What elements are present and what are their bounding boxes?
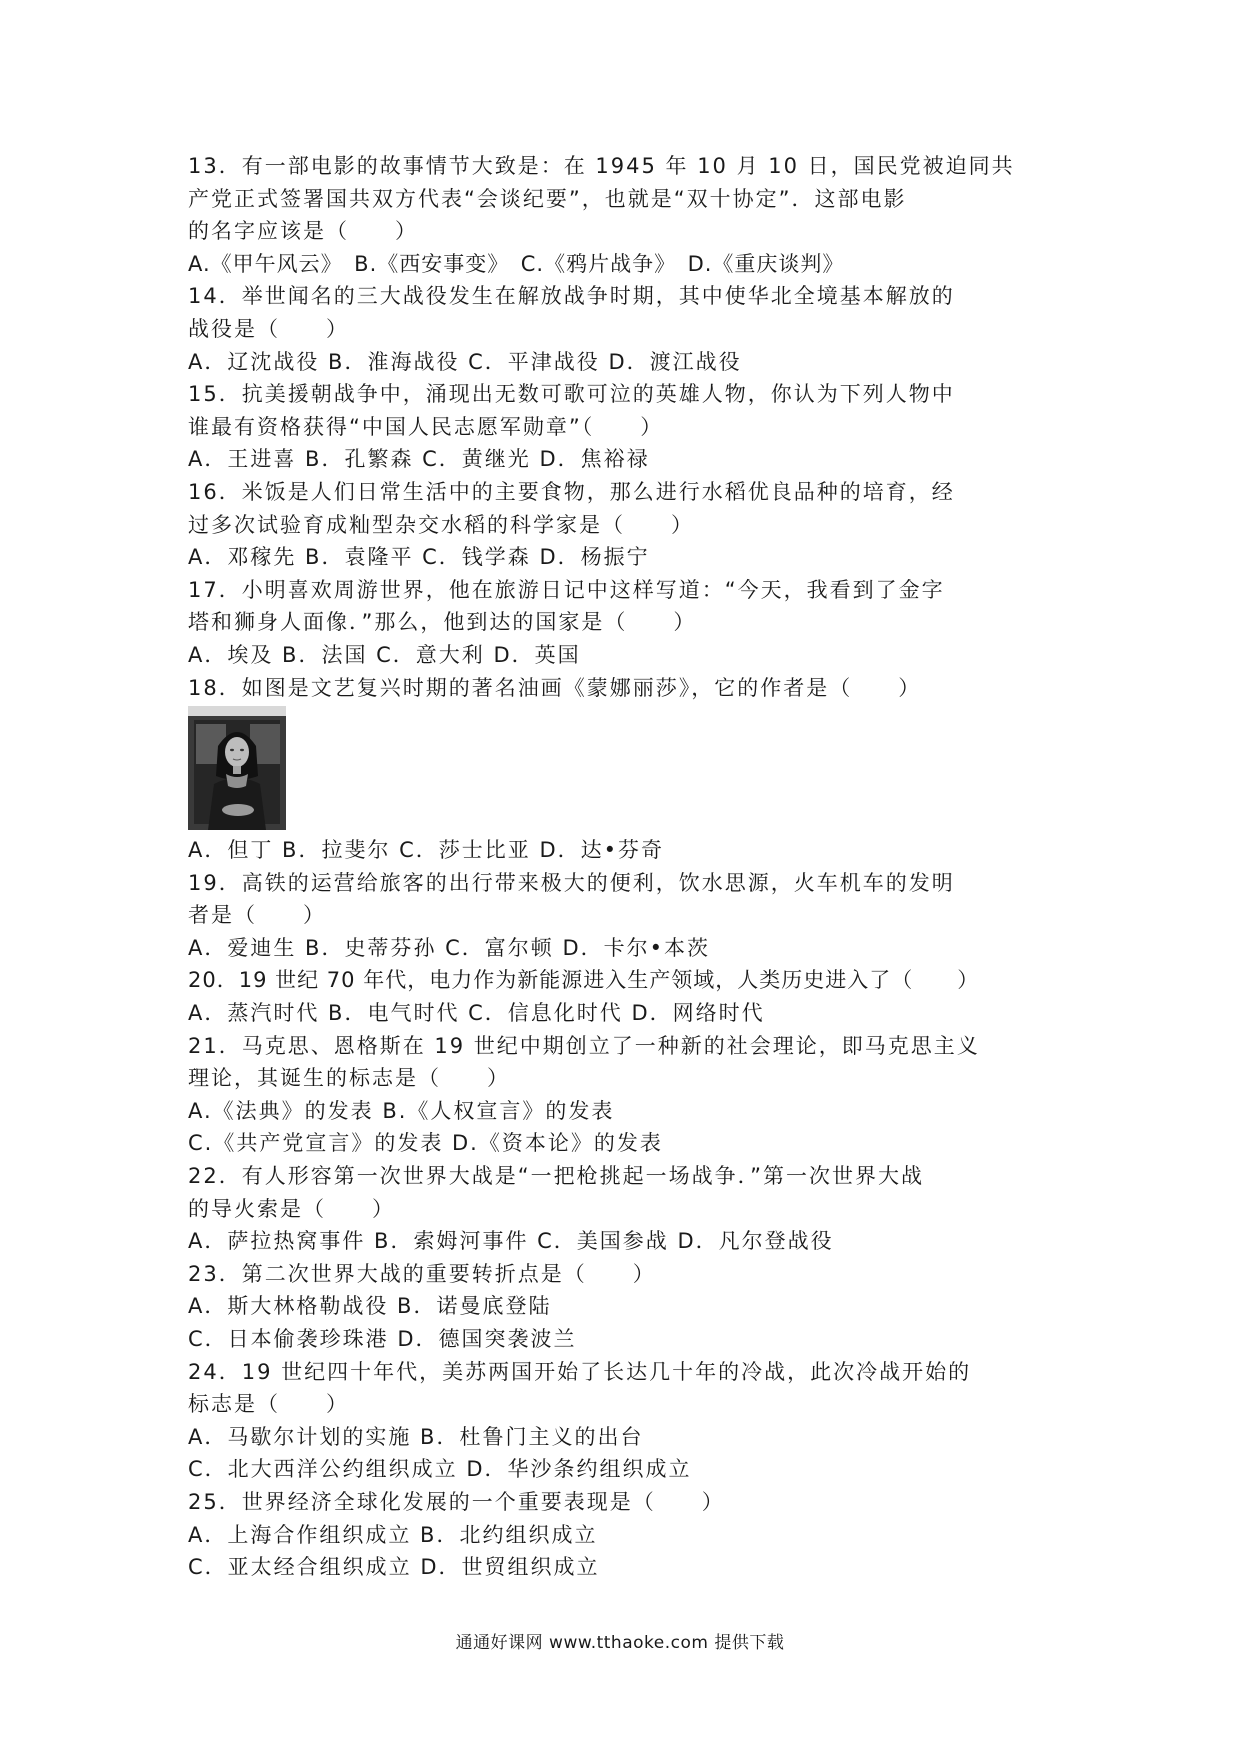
q21-stem-line2: 理论，其诞生的标志是（ ） <box>188 1066 510 1091</box>
q16-stem-line2: 过多次试验育成籼型杂交水稻的科学家是（ ） <box>188 512 694 537</box>
q23-options-line1: A．斯大林格勒战役 B．诺曼底登陆 <box>188 1294 552 1319</box>
q22-stem-line1: 22．有人形容第一次世界大战是“一把枪挑起一场战争．”第一次世界大战 <box>188 1164 924 1189</box>
q14-stem-line2: 战役是（ ） <box>188 316 349 341</box>
q13-options: A.《甲午风云》 B.《西安事变》 C.《鸦片战争》 D.《重庆谈判》 <box>188 251 845 276</box>
q17-options: A．埃及 B．法国 C．意大利 D．英国 <box>188 642 581 667</box>
q15-stem-line2: 谁最有资格获得“中国人民志愿军勋章”（ ） <box>188 414 664 439</box>
q25-stem-line1: 25．世界经济全球化发展的一个重要表现是（ ） <box>188 1489 725 1514</box>
q24-options-line1: A．马歇尔计划的实施 B．杜鲁门主义的出台 <box>188 1424 644 1449</box>
q22-options: A．萨拉热窝事件 B．索姆河事件 C．美国参战 D．凡尔登战役 <box>188 1229 834 1254</box>
q23-options-line2: C．日本偷袭珍珠港 D．德国突袭波兰 <box>188 1327 577 1351</box>
q15-stem-line1: 15．抗美援朝战争中，涌现出无数可歌可泣的英雄人物，你认为下列人物中 <box>188 382 955 407</box>
q25-options-line2: C．亚太经合组织成立 D．世贸组织成立 <box>188 1555 600 1580</box>
q17-stem-line1: 17．小明喜欢周游世界，他在旅游日记中这样写道：“今天，我看到了金字 <box>188 577 945 602</box>
q14-options: A．辽沈战役 B．淮海战役 C．平津战役 D．渡江战役 <box>188 349 742 374</box>
q15-options: A．王进喜 B．孔繁森 C．黄继光 D．焦裕禄 <box>188 447 650 472</box>
q18-stem-line1: 18．如图是文艺复兴时期的著名油画《蒙娜丽莎》，它的作者是（ ） <box>188 675 922 700</box>
q16-options: A．邓稼先 B．袁隆平 C．钱学森 D．杨振宁 <box>188 545 650 570</box>
q16-stem-line1: 16．米饭是人们日常生活中的主要食物，那么进行水稻优良品种的培育，经 <box>188 479 955 504</box>
q21-options-line1: A.《法典》的发表 B.《人权宣言》的发表 <box>188 1098 615 1123</box>
q21-options-line2: C.《共产党宣言》的发表 D.《资本论》的发表 <box>188 1131 663 1156</box>
q19-stem-line1: 19．高铁的运营给旅客的出行带来极大的便利，饮水思源，火车机车的发明 <box>188 870 955 895</box>
q14-stem-line1: 14．举世闻名的三大战役发生在解放战争时期，其中使华北全境基本解放的 <box>188 284 955 309</box>
q23-stem-line1: 23．第二次世界大战的重要转折点是（ ） <box>188 1261 656 1286</box>
q24-options-line2: C．北大西洋公约组织成立 D．华沙条约组织成立 <box>188 1457 692 1482</box>
q19-stem-line2: 者是（ ） <box>188 903 326 928</box>
q19-options: A．爱迪生 B．史蒂芬孙 C．富尔顿 D．卡尔•本茨 <box>188 935 711 960</box>
q20-stem-line1: 20．19 世纪 70 年代，电力作为新能源进入生产领域，人类历史进入了（ ） <box>188 968 980 993</box>
question-list <box>188 150 1068 1584</box>
q24-stem-line1: 24．19 世纪四十年代，美苏两国开始了长达几十年的冷战，此次冷战开始的 <box>188 1359 972 1384</box>
q18-options: A．但丁 B．拉斐尔 C．莎士比亚 D．达•芬奇 <box>188 838 665 863</box>
q25-options-line1: A．上海合作组织成立 B．北约组织成立 <box>188 1522 598 1547</box>
q13-stem-line2: 产党正式签署国共双方代表“会谈纪要”，也就是“双十协定”．这部电影 <box>188 186 907 211</box>
q20-options: A．蒸汽时代 B．电气时代 C．信息化时代 D．网络时代 <box>188 1001 765 1026</box>
q21-stem-line1: 21．马克思、恩格斯在 19 世纪中期创立了一种新的社会理论，即马克思主义 <box>188 1033 980 1058</box>
q17-stem-line2: 塔和狮身人面像．”那么，他到达的国家是（ ） <box>188 610 697 635</box>
q13-stem-line3: 的名字应该是（ ） <box>188 219 418 244</box>
q24-stem-line2: 标志是（ ） <box>188 1392 349 1417</box>
page-footer: 通通好课网 www.tthaoke.com 提供下载 <box>455 1633 785 1653</box>
q13-stem-line1: 13．有一部电影的故事情节大致是：在 1945 年 10 月 10 日，国民党被迫同共 <box>188 154 1015 178</box>
q22-stem-line2: 的导火索是（ ） <box>188 1196 395 1221</box>
mona-lisa-image <box>188 706 286 830</box>
